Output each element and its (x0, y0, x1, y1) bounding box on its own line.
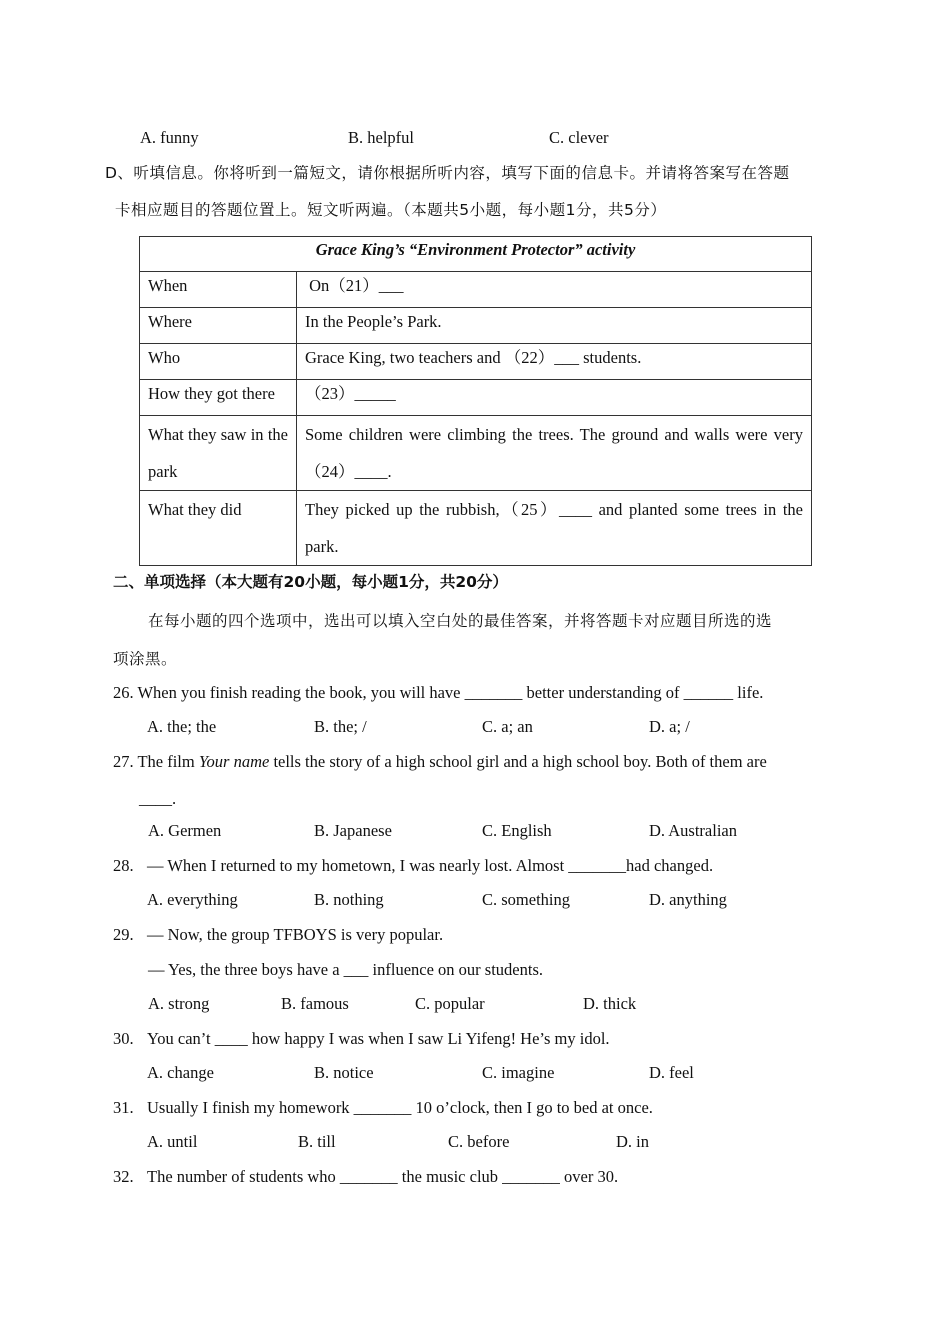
option-c: C. imagine (482, 1063, 555, 1082)
option-c: C. a; an (482, 717, 533, 736)
option-c: C. clever (549, 128, 609, 147)
option-b: B. Japanese (314, 821, 392, 840)
option-c: C. before (448, 1132, 510, 1151)
row-label: What they did (140, 491, 297, 566)
row-value: They picked up the rubbish,（25）____ and planted some trees in the park. (297, 491, 812, 566)
row-value: In the People’s Park. (297, 308, 812, 344)
question-31 (113, 1098, 134, 1118)
option-d: D. anything (649, 890, 727, 909)
question-text: — Now, the group TFBOYS is very popular. (147, 925, 444, 944)
table-row (140, 344, 812, 380)
question-number: 28. (113, 856, 134, 875)
row-label: Who (140, 344, 297, 380)
question-number: 32. (113, 1167, 134, 1186)
option-d: D. Australian (649, 821, 737, 840)
question-28 (113, 856, 134, 876)
question-29 (113, 925, 134, 945)
question-32 (113, 1167, 134, 1187)
option-d: D. a; / (649, 717, 690, 736)
row-label: Where (140, 308, 297, 344)
question-text: The number of students who _______ the music club _______ over 30. (147, 1167, 619, 1186)
question-30 (113, 1029, 134, 1049)
option-a: A. the; the (147, 717, 217, 736)
option-b: B. nothing (314, 890, 384, 909)
question-text: Usually I finish my homework _______ 10 o’clock, then I go to bed at once. (147, 1098, 653, 1117)
question-text-after: tells the story of a high school girl and a high school boy. Both of them are (269, 752, 767, 771)
option-d: D. thick (583, 994, 637, 1013)
option-b: B. helpful (348, 128, 414, 147)
option-a: A. Germen (148, 821, 222, 840)
option-c: C. popular (415, 994, 485, 1013)
question-number: 29. (113, 925, 134, 944)
option-b: B. the; / (314, 717, 367, 736)
question-number: 27. (113, 752, 134, 771)
option-d: D. in (616, 1132, 649, 1151)
option-a: A. until (147, 1132, 198, 1151)
question-text: — When I returned to my hometown, I was nearly lost. Almost _______had changed. (147, 856, 714, 875)
question-text: You can’t ____ how happy I was when I saw Li Yifeng! He’s my idol. (147, 1029, 610, 1048)
question-number: 31. (113, 1098, 134, 1117)
option-a: A. funny (140, 128, 199, 147)
table-row (140, 491, 812, 566)
section-two-instruction-line1: 在每小题的四个选项中，选出可以填入空白处的最佳答案，并将答题卡对应题目所选的选 (148, 612, 773, 630)
question-27 (113, 752, 767, 772)
row-value: Some children were climbing the trees. The ground and walls were very （24）____. (297, 416, 812, 491)
row-value: （23）_____ (297, 380, 812, 416)
question-number: 30. (113, 1029, 134, 1048)
table-title: Grace King’s “Environment Protector” activity (140, 237, 812, 272)
section-two-instruction-line2: 项涂黑。 (113, 650, 178, 668)
row-value: On（21）___ (297, 272, 812, 308)
table-row (140, 308, 812, 344)
question-text-before: The film (137, 752, 199, 771)
row-label: When (140, 272, 297, 308)
info-card-table (139, 236, 812, 566)
row-value: Grace King, two teachers and （22）___ students. (297, 344, 812, 380)
table-row (140, 416, 812, 491)
section-d-instruction-line1: D、听填信息。你将听到一篇短文，请你根据所听内容，填写下面的信息卡。并请将答案写在答题 (105, 164, 790, 182)
question-29-line2: — Yes, the three boys have a ___ influence on our students. (148, 960, 544, 979)
option-b: B. notice (314, 1063, 374, 1082)
row-label: What they saw in the park (140, 416, 297, 491)
question-26 (113, 683, 763, 703)
question-number: 26. (113, 683, 134, 702)
section-d-instruction-line2: 卡相应题目的答题位置上。短文听两遍。（本题共5小题，每小题1分，共5分） (115, 201, 667, 219)
table-row (140, 272, 812, 308)
option-b: B. famous (281, 994, 349, 1013)
film-title: Your name (198, 752, 270, 771)
question-27-line2: ____. (139, 789, 177, 808)
question-text: When you finish reading the book, you will have _______ better understanding of ______ life. (137, 683, 764, 702)
option-a: A. change (147, 1063, 214, 1082)
option-a: A. strong (148, 994, 210, 1013)
option-c: C. something (482, 890, 571, 909)
table-row (140, 380, 812, 416)
option-c: C. English (482, 821, 552, 840)
option-d: D. feel (649, 1063, 694, 1082)
option-a: A. everything (147, 890, 238, 909)
row-label: How they got there (140, 380, 297, 416)
option-b: B. till (298, 1132, 336, 1151)
section-two-title: 二、单项选择（本大题有20小题，每小题1分，共20分） (113, 573, 508, 591)
